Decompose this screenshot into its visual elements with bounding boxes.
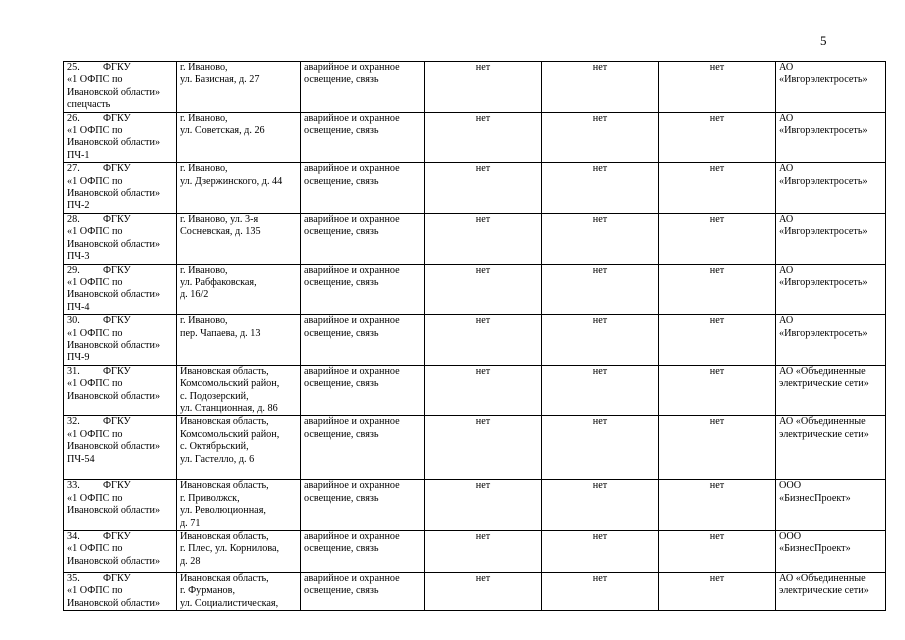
systems-line: аварийное и охранное — [304, 480, 400, 492]
table-row — [64, 112, 886, 163]
address-cell — [177, 365, 301, 416]
organization-line: спецчасть — [67, 99, 111, 111]
row-number: 33. — [67, 480, 80, 492]
address-line: д. 28 — [180, 555, 201, 567]
value-cell-1: нет — [425, 112, 542, 163]
organization-line: ПЧ-54 — [67, 453, 95, 465]
address-line: Комсомольский район, — [180, 378, 280, 390]
supplier-cell — [776, 573, 886, 611]
systems-line: освещение, связь — [304, 276, 379, 288]
address-line: Комсомольский район, — [180, 428, 280, 440]
value-cell-3: нет — [659, 112, 776, 163]
address-line: г. Иваново, — [180, 264, 228, 276]
systems-line: освещение, связь — [304, 492, 379, 504]
supplier-line: электрические сети» — [779, 585, 869, 597]
organization-line — [67, 265, 173, 277]
address-line: ул. Станционная, д. 86 — [180, 402, 278, 414]
systems-cell — [301, 573, 425, 611]
value-cell-1: нет — [425, 480, 542, 531]
supplier-cell — [776, 112, 886, 163]
value-cell-3: нет — [659, 573, 776, 611]
address-line: ул. Гастелло, д. 6 — [180, 453, 255, 465]
value-cell-2: нет — [542, 213, 659, 264]
organization-line: Ивановской области» — [67, 238, 161, 250]
value-cell-2: нет — [542, 416, 659, 480]
supplier-line: АО — [779, 264, 794, 276]
organization-line: Ивановской области» — [67, 137, 161, 149]
table-row — [64, 365, 886, 416]
row-number: 34. — [67, 531, 80, 542]
systems-cell — [301, 531, 425, 573]
address-cell — [177, 531, 301, 573]
organization-line — [67, 573, 173, 585]
supplier-cell — [776, 163, 886, 214]
organization-line — [67, 163, 173, 175]
value-cell-1: нет — [425, 531, 542, 573]
systems-cell — [301, 315, 425, 366]
value-cell-3: нет — [659, 480, 776, 531]
organization-line: «1 ОФПС по — [67, 327, 123, 339]
organization-line: «1 ОФПС по — [67, 276, 123, 288]
organization-line — [67, 531, 173, 543]
supplier-line: АО «Объединенные — [779, 416, 866, 428]
supplier-line: АО «Объединенные — [779, 573, 866, 584]
organization-cell — [64, 365, 177, 416]
address-cell — [177, 573, 301, 611]
organization-line: Ивановской области» — [67, 289, 161, 301]
address-line: г. Иваново, — [180, 163, 228, 175]
address-cell — [177, 480, 301, 531]
table-row — [64, 62, 886, 113]
systems-cell — [301, 365, 425, 416]
organization-cell — [64, 573, 177, 611]
value-cell-1: нет — [425, 365, 542, 416]
systems-line: освещение, связь — [304, 428, 379, 440]
row-number: 30. — [67, 315, 80, 327]
address-line: Ивановская область, — [180, 531, 269, 542]
value-cell-1: нет — [425, 163, 542, 214]
organization-line — [67, 113, 173, 125]
value-cell-1: нет — [425, 264, 542, 315]
address-line: г. Иваново, — [180, 315, 228, 327]
systems-line: аварийное и охранное — [304, 365, 400, 377]
value-cell-3: нет — [659, 62, 776, 113]
value-cell-1: нет — [425, 416, 542, 480]
organization-name: ФГКУ — [103, 365, 131, 377]
table-row — [64, 573, 886, 611]
organization-name: ФГКУ — [103, 416, 131, 428]
value-cell-3: нет — [659, 213, 776, 264]
supplier-cell — [776, 62, 886, 113]
organization-line: «1 ОФПС по — [67, 378, 123, 390]
address-line: ул. Дзержинского, д. 44 — [180, 175, 283, 187]
systems-line: освещение, связь — [304, 125, 379, 137]
organization-line: «1 ОФПС по — [67, 74, 123, 86]
systems-cell — [301, 264, 425, 315]
table-row — [64, 315, 886, 366]
supplier-cell — [776, 480, 886, 531]
organization-cell — [64, 480, 177, 531]
facilities-table — [63, 61, 886, 611]
address-line: Ивановская область, — [180, 480, 269, 492]
systems-line: освещение, связь — [304, 74, 379, 86]
value-cell-1: нет — [425, 62, 542, 113]
organization-line: Ивановской области» — [67, 505, 161, 517]
organization-name: ФГКУ — [103, 112, 131, 124]
supplier-line: «Ивгорэлектросеть» — [779, 276, 868, 288]
systems-line: аварийное и охранное — [304, 112, 400, 124]
address-line: Сосневская, д. 135 — [180, 226, 261, 238]
address-line: Ивановская область, — [180, 365, 269, 377]
organization-line: «1 ОФПС по — [67, 585, 123, 597]
organization-name: ФГКУ — [103, 315, 131, 327]
page-number: 5 — [820, 33, 827, 48]
supplier-line: АО — [779, 112, 794, 124]
value-cell-1: нет — [425, 315, 542, 366]
row-number: 29. — [67, 264, 80, 276]
table-row — [64, 264, 886, 315]
systems-line: освещение, связь — [304, 226, 379, 238]
supplier-cell — [776, 264, 886, 315]
organization-name: ФГКУ — [103, 531, 131, 542]
row-number: 35. — [67, 573, 80, 584]
supplier-line: электрические сети» — [779, 428, 869, 440]
address-line: с. Октябрьский, — [180, 441, 249, 453]
supplier-cell — [776, 416, 886, 480]
supplier-cell — [776, 365, 886, 416]
organization-cell — [64, 112, 177, 163]
address-line: г. Приволжск, — [180, 492, 240, 504]
organization-line: Ивановской области» — [67, 390, 161, 402]
supplier-line: «Ивгорэлектросеть» — [779, 226, 868, 238]
address-cell — [177, 112, 301, 163]
address-cell — [177, 416, 301, 480]
organization-line: Ивановской области» — [67, 339, 161, 351]
organization-name: ФГКУ — [103, 573, 131, 584]
systems-line: освещение, связь — [304, 327, 379, 339]
organization-line: Ивановской области» — [67, 188, 161, 200]
systems-line: аварийное и охранное — [304, 62, 400, 73]
table-body — [64, 62, 886, 611]
organization-line — [67, 480, 173, 492]
systems-line: аварийное и охранное — [304, 264, 400, 276]
systems-cell — [301, 112, 425, 163]
row-number: 25. — [67, 62, 80, 73]
table-row — [64, 416, 886, 480]
supplier-line: АО — [779, 315, 794, 327]
systems-cell — [301, 416, 425, 480]
table-row — [64, 531, 886, 573]
supplier-line: электрические сети» — [779, 378, 869, 390]
organization-line: «1 ОФПС по — [67, 428, 123, 440]
systems-line: освещение, связь — [304, 175, 379, 187]
row-number: 28. — [67, 213, 80, 225]
organization-line — [67, 416, 173, 428]
address-line: г. Плес, ул. Корнилова, — [180, 543, 280, 555]
value-cell-2: нет — [542, 573, 659, 611]
value-cell-2: нет — [542, 480, 659, 531]
address-line: ул. Советская, д. 26 — [180, 125, 265, 137]
organization-line: ПЧ-1 — [67, 149, 90, 161]
value-cell-2: нет — [542, 264, 659, 315]
value-cell-3: нет — [659, 531, 776, 573]
address-line: г. Иваново, — [180, 62, 228, 73]
address-line: д. 71 — [180, 517, 201, 529]
address-line: пер. Чапаева, д. 13 — [180, 327, 261, 339]
address-line: с. Подозерский, — [180, 390, 249, 402]
value-cell-2: нет — [542, 112, 659, 163]
systems-line: освещение, связь — [304, 378, 379, 390]
systems-line: аварийное и охранное — [304, 213, 400, 225]
organization-name: ФГКУ — [103, 213, 131, 225]
address-line: ул. Революционная, — [180, 505, 266, 517]
organization-line: «1 ОФПС по — [67, 492, 123, 504]
value-cell-3: нет — [659, 163, 776, 214]
value-cell-3: нет — [659, 365, 776, 416]
organization-line: Ивановской области» — [67, 597, 161, 609]
address-line: ул. Социалистическая, — [180, 597, 279, 609]
supplier-cell — [776, 531, 886, 573]
address-line: Ивановская область, — [180, 416, 269, 428]
supplier-line: ООО — [779, 480, 802, 492]
address-line: г. Иваново, — [180, 112, 228, 124]
value-cell-1: нет — [425, 573, 542, 611]
supplier-cell — [776, 315, 886, 366]
organization-line: Ивановской области» — [67, 555, 161, 567]
organization-line — [67, 62, 173, 74]
supplier-line: «БизнесПроект» — [779, 543, 851, 555]
organization-line: ПЧ-3 — [67, 251, 90, 263]
organization-cell — [64, 163, 177, 214]
value-cell-2: нет — [542, 365, 659, 416]
systems-line: аварийное и охранное — [304, 531, 400, 542]
table-row — [64, 213, 886, 264]
organization-name: ФГКУ — [103, 264, 131, 276]
organization-name: ФГКУ — [103, 480, 131, 492]
address-line: д. 16/2 — [180, 289, 209, 301]
organization-cell — [64, 531, 177, 573]
address-line: Ивановская область, — [180, 573, 269, 584]
systems-cell — [301, 480, 425, 531]
systems-cell — [301, 62, 425, 113]
systems-line: освещение, связь — [304, 585, 379, 597]
organization-cell — [64, 264, 177, 315]
table-row — [64, 163, 886, 214]
supplier-line: «Ивгорэлектросеть» — [779, 327, 868, 339]
systems-cell — [301, 163, 425, 214]
supplier-line: «БизнесПроект» — [779, 492, 851, 504]
supplier-line: «Ивгорэлектросеть» — [779, 125, 868, 137]
address-line: ул. Базисная, д. 27 — [180, 74, 260, 86]
supplier-line: АО «Объединенные — [779, 365, 866, 377]
organization-line: ПЧ-2 — [67, 200, 90, 212]
organization-line: Ивановской области» — [67, 86, 161, 98]
organization-line: «1 ОФПС по — [67, 226, 123, 238]
organization-line: ПЧ-4 — [67, 301, 90, 313]
value-cell-1: нет — [425, 213, 542, 264]
address-line: г. Фурманов, — [180, 585, 236, 597]
systems-line: аварийное и охранное — [304, 163, 400, 175]
supplier-line: «Ивгорэлектросеть» — [779, 175, 868, 187]
organization-cell — [64, 416, 177, 480]
address-line: ул. Рабфаковская, — [180, 276, 257, 288]
organization-line: Ивановской области» — [67, 441, 161, 453]
supplier-line: АО — [779, 62, 794, 73]
address-cell — [177, 62, 301, 113]
supplier-line: АО — [779, 213, 794, 225]
value-cell-2: нет — [542, 315, 659, 366]
organization-line — [67, 315, 173, 327]
value-cell-3: нет — [659, 264, 776, 315]
systems-cell — [301, 213, 425, 264]
organization-name: ФГКУ — [103, 163, 131, 175]
row-number: 26. — [67, 112, 80, 124]
organization-name: ФГКУ — [103, 62, 131, 73]
value-cell-2: нет — [542, 163, 659, 214]
supplier-line: ООО — [779, 531, 802, 542]
value-cell-2: нет — [542, 531, 659, 573]
row-number: 32. — [67, 416, 80, 428]
organization-line: «1 ОФПС по — [67, 125, 123, 137]
systems-line: аварийное и охранное — [304, 315, 400, 327]
systems-line: освещение, связь — [304, 543, 379, 555]
systems-line: аварийное и охранное — [304, 573, 400, 584]
value-cell-3: нет — [659, 416, 776, 480]
address-cell — [177, 213, 301, 264]
table-row — [64, 480, 886, 531]
row-number: 27. — [67, 163, 80, 175]
address-cell — [177, 163, 301, 214]
organization-cell — [64, 62, 177, 113]
address-line: г. Иваново, ул. 3-я — [180, 213, 259, 225]
row-number: 31. — [67, 365, 80, 377]
value-cell-2: нет — [542, 62, 659, 113]
organization-line: «1 ОФПС по — [67, 175, 123, 187]
supplier-line: «Ивгорэлектросеть» — [779, 74, 868, 86]
organization-cell — [64, 315, 177, 366]
address-cell — [177, 264, 301, 315]
organization-line: «1 ОФПС по — [67, 543, 123, 555]
value-cell-3: нет — [659, 315, 776, 366]
address-cell — [177, 315, 301, 366]
supplier-cell — [776, 213, 886, 264]
organization-cell — [64, 213, 177, 264]
organization-line: ПЧ-9 — [67, 352, 90, 364]
organization-line — [67, 366, 173, 378]
supplier-line: АО — [779, 163, 794, 175]
organization-line — [67, 214, 173, 226]
systems-line: аварийное и охранное — [304, 416, 400, 428]
